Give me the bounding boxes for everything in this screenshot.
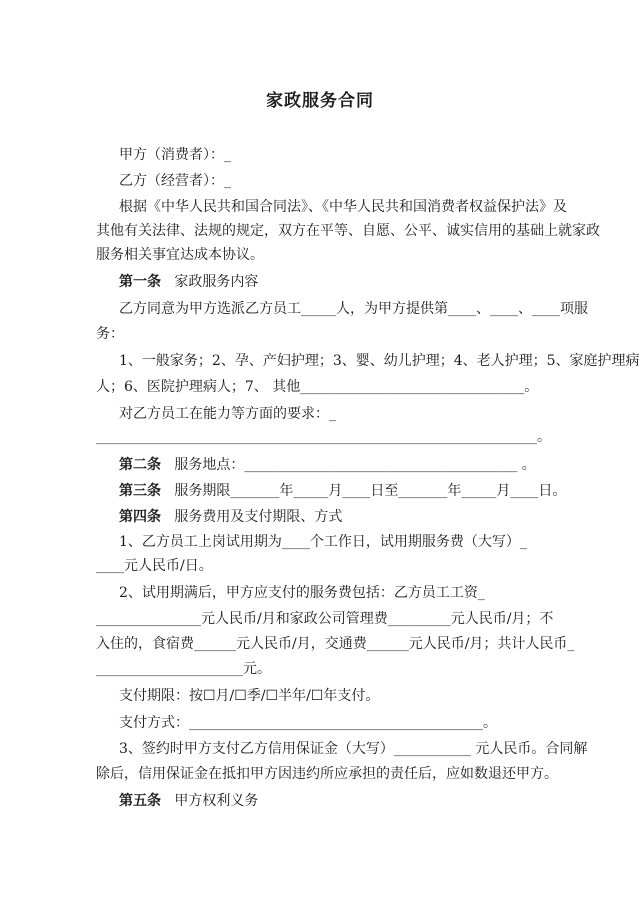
fee-line-4: _______________元人民币/月和家政公司管理费_________元人民币/月；不 <box>96 611 554 627</box>
article-title: 甲方权利义务 <box>174 793 259 809</box>
article-title: 服务地点：_______________________________________ 。 <box>174 457 536 473</box>
article-number: 第三条 <box>119 483 161 499</box>
deposit-line-1: 3、签约时甲方支付乙方信用保证金（大写）___________ 元人民币。合同解 <box>119 741 588 757</box>
article-1-text-2: 务： <box>96 326 124 342</box>
service-list-line-2: 人；6、医院护理病人；7、 其他________________________________。 <box>96 379 539 395</box>
article-5-heading <box>119 792 258 810</box>
requirements-line: 对乙方员工在能力等方面的要求：_ <box>119 406 336 422</box>
preamble-line-3: 服务相关事宜达成本协议。 <box>96 247 264 263</box>
article-number: 第一条 <box>119 274 161 290</box>
article-number: 第二条 <box>119 457 161 473</box>
party-b-line: 乙方（经营者）：_ <box>119 173 231 189</box>
article-title: 家政服务内容 <box>174 274 259 290</box>
article-4-heading <box>119 508 342 526</box>
fee-line-2: ____元人民币/日。 <box>96 558 213 574</box>
article-1-heading <box>119 273 258 291</box>
deposit-line-2: 除后，信用保证金在抵扣甲方因违约所应承担的责任后，应如数退还甲方。 <box>96 766 558 782</box>
fee-line-1: 1、乙方员工上岗试用期为____个工作日，试用期服务费（大写）_ <box>119 534 527 550</box>
party-a-line: 甲方（消费者）：_ <box>119 147 231 163</box>
preamble-line-2: 其他有关法律、法规的规定，双方在平等、自愿、公平、诚实信用的基础上就家政 <box>96 223 600 239</box>
article-number: 第四条 <box>119 509 161 525</box>
article-2-line <box>119 456 536 474</box>
payment-method-line: 支付方式：__________________________________________。 <box>119 715 497 731</box>
fee-line-5: 入住的，食宿费______元人民币/月，交通费______元人民币/月；共计人民币_ <box>96 636 575 652</box>
page-title: 家政服务合同 <box>266 91 374 111</box>
article-3-line <box>119 482 566 500</box>
fee-line-6: _____________________元。 <box>96 661 271 677</box>
article-1-text-1: 乙方同意为甲方选派乙方员工_____人，为甲方提供第____、____、____项服 <box>119 301 588 317</box>
article-title: 服务期限_______年_____月____日至_______年_____月____日。 <box>174 483 567 499</box>
fee-line-3: 2、试用期满后，甲方应支付的服务费包括：乙方员工工资_ <box>119 585 485 601</box>
article-title: 服务费用及支付期限、方式 <box>174 509 343 525</box>
preamble-line-1: 根据《中华人民共和国合同法》、《中华人民共和国消费者权益保护法》及 <box>119 199 567 215</box>
article-number: 第五条 <box>119 793 161 809</box>
service-list-line-1: 1、一般家务；2、孕、产妇护理；3、婴、幼儿护理；4、老人护理；5、家庭护理病 <box>119 353 640 369</box>
requirements-blank-line: _______________________________________________________________。 <box>96 429 551 445</box>
payment-term-line: 支付期限：按☐月/☐季/☐半年/☐年支付。 <box>119 688 380 704</box>
